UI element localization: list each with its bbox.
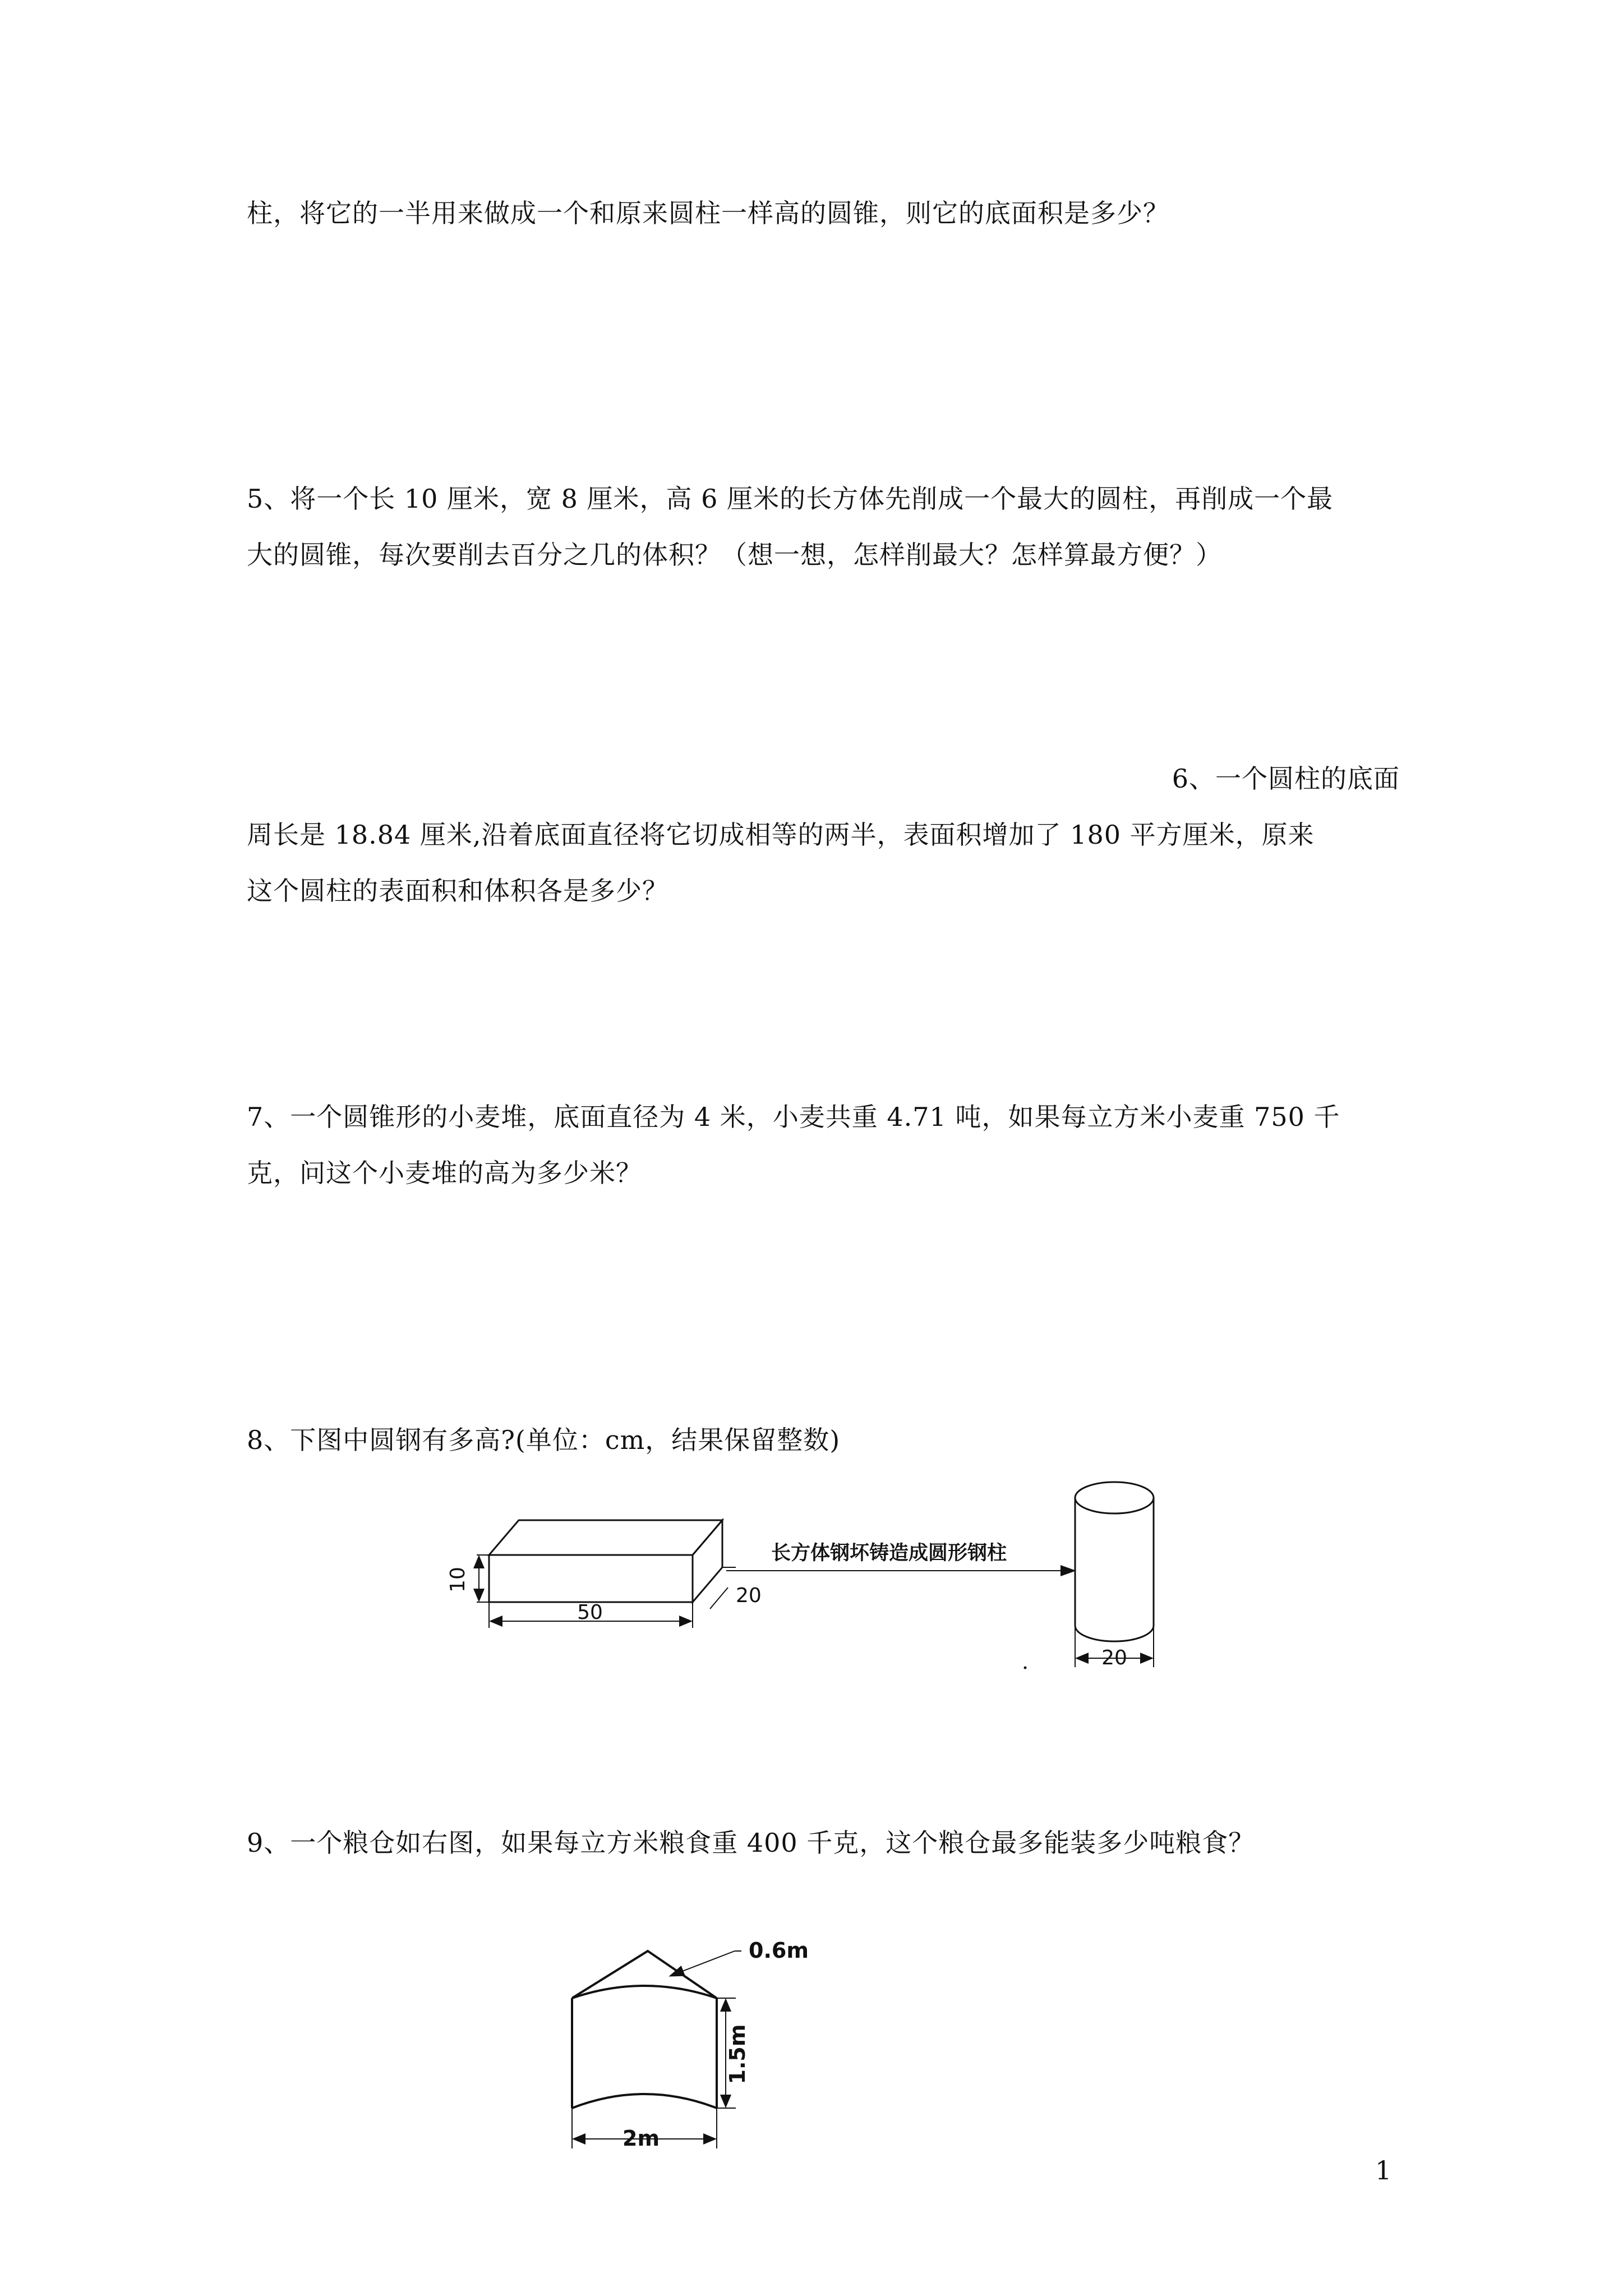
cuboid-width-dimension xyxy=(710,1567,736,1609)
diameter-label: 2m xyxy=(623,2126,660,2151)
page-number: 1 xyxy=(1375,2155,1392,2185)
question-7-line-1: 7、一个圆锥形的小麦堆，底面直径为 4 米，小麦共重 4.71 吨，如果每立方米小麦重 750 千 xyxy=(247,1102,1340,1132)
question-8-line-1: 8、下图中圆钢有多高?(单位：cm，结果保留整数) xyxy=(247,1425,841,1455)
cylinder-height-label: 1.5m xyxy=(725,2024,750,2085)
scan-dot xyxy=(1024,1667,1027,1669)
cone-height-pointer xyxy=(671,1951,735,1976)
granary-figure xyxy=(555,1930,903,2182)
transform-caption: 长方体钢坏铸造成圆形钢柱 xyxy=(771,1542,1007,1565)
question-9-line-1: 9、一个粮仓如右图，如果每立方米粮食重 400 千克，这个粮仓最多能装多少吨粮食？ xyxy=(247,1828,1255,1858)
cuboid-shape xyxy=(489,1520,722,1602)
cone-height-label: 0.6m xyxy=(749,1938,809,1963)
question-5-line-2: 大的圆锥，每次要削去百分之几的体积？（想一想，怎样削最大？怎样算最方便？） xyxy=(247,540,1222,570)
text-line-1: 柱，将它的一半用来做成一个和原来圆柱一样高的圆锥，则它的底面积是多少？ xyxy=(247,198,1169,228)
cuboid-width-label: 20 xyxy=(736,1584,762,1607)
cuboid-height-dimension xyxy=(477,1555,489,1602)
question-5-line-1: 5、将一个长 10 厘米，宽 8 厘米，高 6 厘米的长方体先削成一个最大的圆柱，再削成一个最 xyxy=(247,484,1334,514)
question-7-line-2: 克，问这个小麦堆的高为多少米？ xyxy=(247,1158,642,1188)
question-6-line-2: 周长是 18.84 厘米,沿着底面直径将它切成相等的两半，表面积增加了 180 平方厘米，原来 xyxy=(247,820,1315,850)
steel-casting-figure xyxy=(437,1470,1166,1683)
question-6-line-3: 这个圆柱的表面积和体积各是多少？ xyxy=(247,876,668,906)
steel-cylinder-shape xyxy=(1075,1482,1154,1641)
cuboid-length-label: 50 xyxy=(577,1601,603,1624)
question-6-line-1: 6、一个圆柱的底面 xyxy=(1172,763,1400,794)
cuboid-height-label: 10 xyxy=(446,1567,469,1593)
granary-shape xyxy=(572,1951,717,2108)
steel-cylinder-diameter-label: 20 xyxy=(1101,1646,1127,1669)
